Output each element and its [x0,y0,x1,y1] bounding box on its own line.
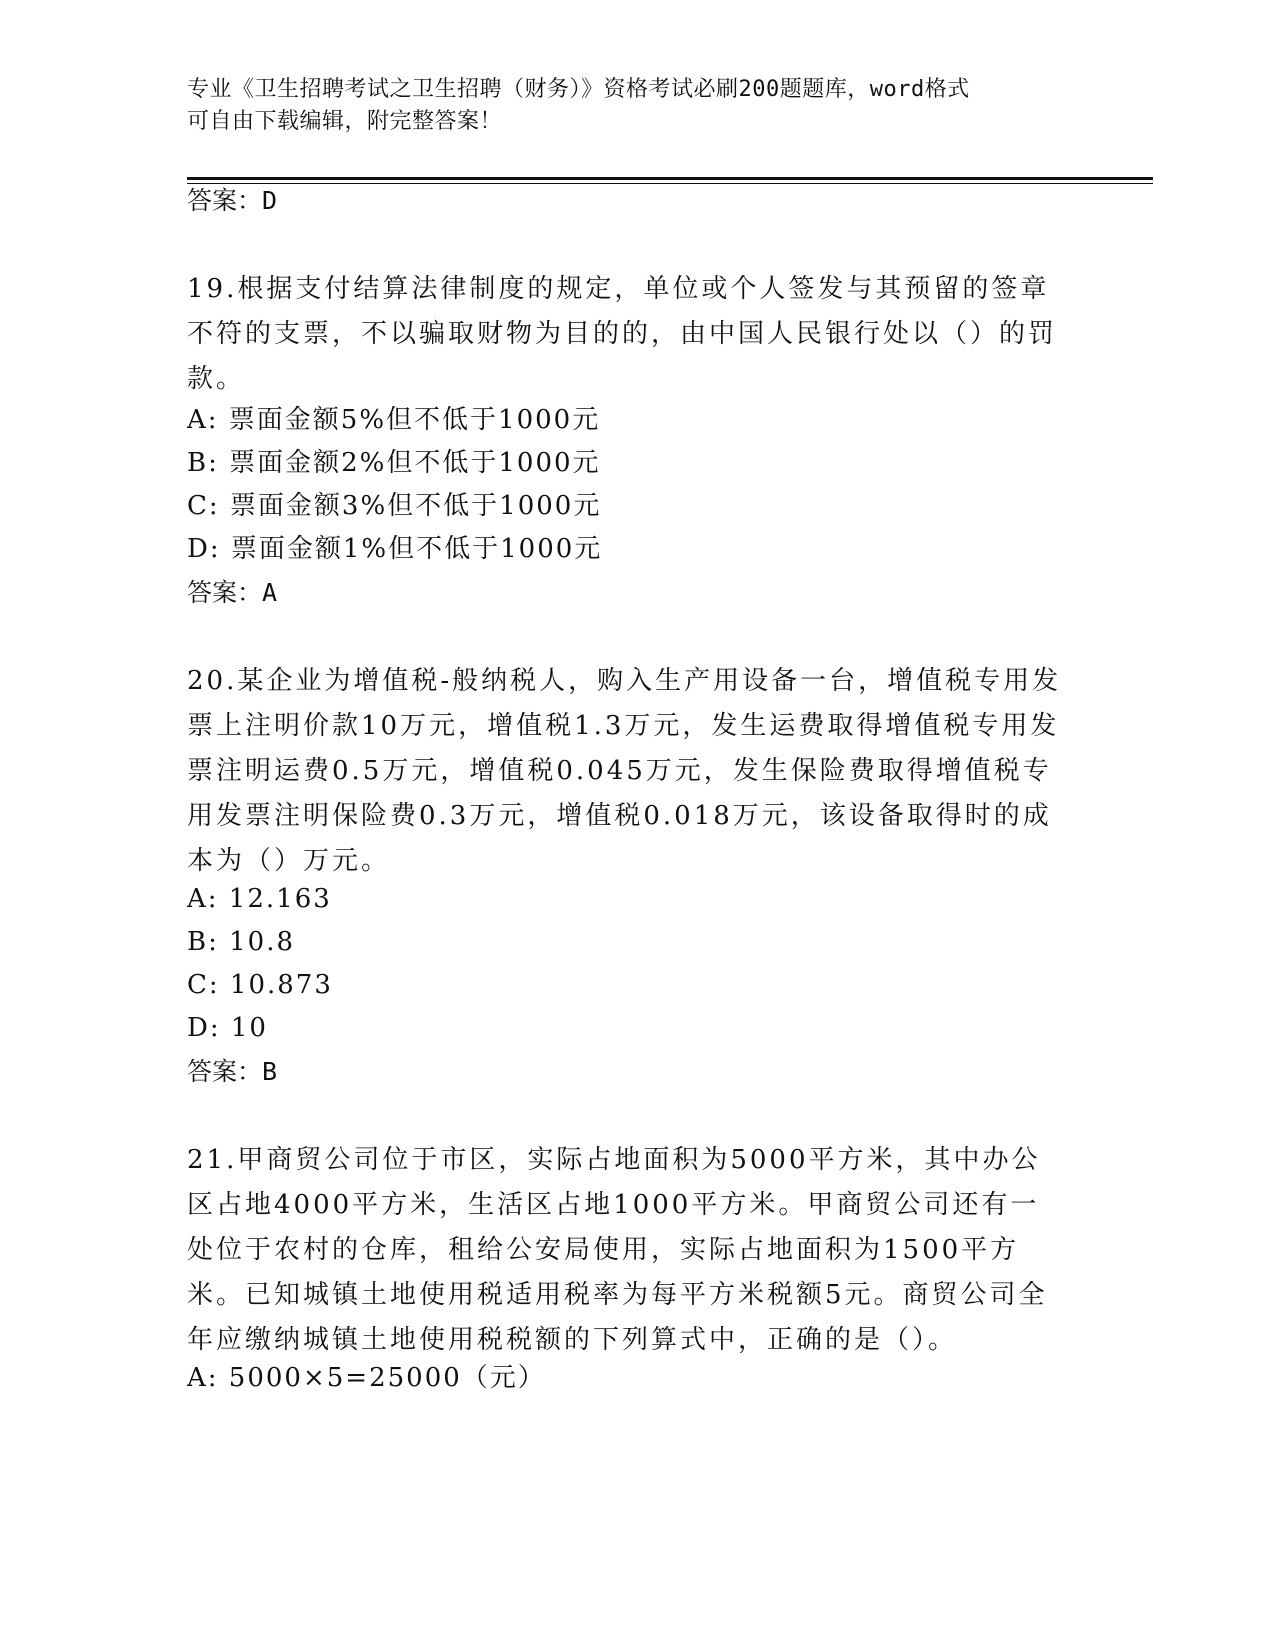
question-19: 19.根据支付结算法律制度的规定，单位或个人签发与其预留的签章不符的支票，不以骗取财物为目的的，由中国人民银行处以（）的罚款。 [187,274,1058,394]
header-title-line2: 可自由下载编辑，附完整答案！ [187,109,503,134]
q19-answer: 答案：A [187,578,278,607]
q20-option-a: A: 12.163 [187,884,332,914]
q19-option-c: C: 票面金额3%但不低于1000元 [187,491,602,521]
q20-option-d: D: 10 [187,1013,268,1043]
q21-option-a: A: 5000×5=25000（元） [187,1363,546,1393]
header-divider-thin [187,183,1153,184]
document-header [187,74,1067,138]
q19-option-b: B: 票面金额2%但不低于1000元 [187,448,601,478]
question-21: 21.甲商贸公司位于市区，实际占地面积为5000平方米，其中办公区占地4000平方米，生活区占地1000平方米。甲商贸公司还有一处位于农村的仓库，租给公安局使用，实际占地面积为1500平方米。已知城镇土地使用税适用税率为每平方米税额5元。商贸公司全年应缴纳城镇土地使用税税额的下列算式中，正确的是（）。 [187,1145,1048,1355]
question-20: 20.某企业为增值税-般纳税人，购入生产用设备一台，增值税专用发票上注明价款10万元，增值税1.3万元，发生运费取得增值税专用发票注明运费0.5万元，增值税0.045万元，发生保险费取得增值税专用发票注明保险费0.3万元，增值税0.018万元，该设备取得时的成本为（）万元。 [187,666,1062,876]
q20-answer: 答案：B [187,1057,278,1086]
q20-option-b: B: 10.8 [187,927,296,957]
q19-option-d: D: 票面金额1%但不低于1000元 [187,534,603,564]
header-title-line1: 专业《卫生招聘考试之卫生招聘（财务）》资格考试必刷200题题库，word格式 [187,77,970,102]
previous-answer: 答案：D [187,186,278,215]
q20-option-c: C: 10.873 [187,970,333,1000]
q19-option-a: A: 票面金额5%但不低于1000元 [187,405,601,435]
header-divider-thick [187,177,1153,180]
